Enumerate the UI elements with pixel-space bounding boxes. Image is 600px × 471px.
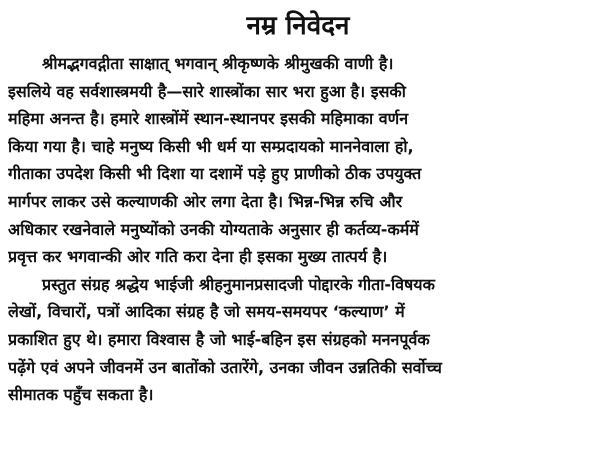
text-line: प्रवृत्त कर भगवान्की ओर गति करा देना ही इसका मुख्य तात्पर्य है। [8, 247, 388, 267]
text-line: अधिकार रखनेवाले मनुष्योंको उनकी योग्यताके अनुसार ही कर्तव्य-कर्ममें [8, 219, 419, 239]
text-line: प्रकाशित हुए थे। हमारा विश्वास है जो भाई-बहिन इस संग्रहको मननपूर्वक [8, 329, 430, 349]
paragraph-1 [8, 50, 588, 271]
text-line: पढ़ेंगे एवं अपने जीवनमें उन बातोंको उतारेंगे, उनका जीवन उन्नतिकी सर्वोच्च [8, 357, 442, 377]
text-line: महिमा अनन्त है। हमारे शास्त्रोंमें स्थान-स्थानपर इसकी महिमाका वर्णन [8, 109, 409, 129]
text-line: मार्गपर लाकर उसे कल्याणकी ओर लगा देता है। भिन्न-भिन्न रुचि और [8, 191, 403, 211]
text-line: प्रस्तुत संग्रह श्रद्धेय भाईजी श्रीहनुमानप्रसादजी पोद्दारके गीता-विषयक [42, 274, 435, 294]
text-line: लेखों, विचारों, पत्रों आदिका संग्रह है जो समय-समयपर ‘कल्याण’ में [8, 302, 405, 322]
text-line: इसलिये वह सर्वशास्त्रमयी है—सारे शास्त्रोंका सार भरा हुआ है। इसकी [8, 81, 406, 101]
paragraph-2 [8, 271, 588, 409]
page-title: नम्र निवेदन [246, 11, 350, 41]
text-line: श्रीमद्भगवद्गीता साक्षात् भगवान् श्रीकृष्णके श्रीमुखकी वाणी है। [42, 54, 394, 73]
text-line: किया गया है। चाहे मनुष्य किसी भी धर्म या सम्प्रदायको माननेवाला हो, [8, 136, 414, 156]
text-line: गीताका उपदेश किसी भी दिशा या दशामें पड़े हुए प्राणीको ठीक उपयुक्त [8, 164, 422, 184]
text-line: सीमातक पहुँच सकता है। [8, 385, 154, 405]
